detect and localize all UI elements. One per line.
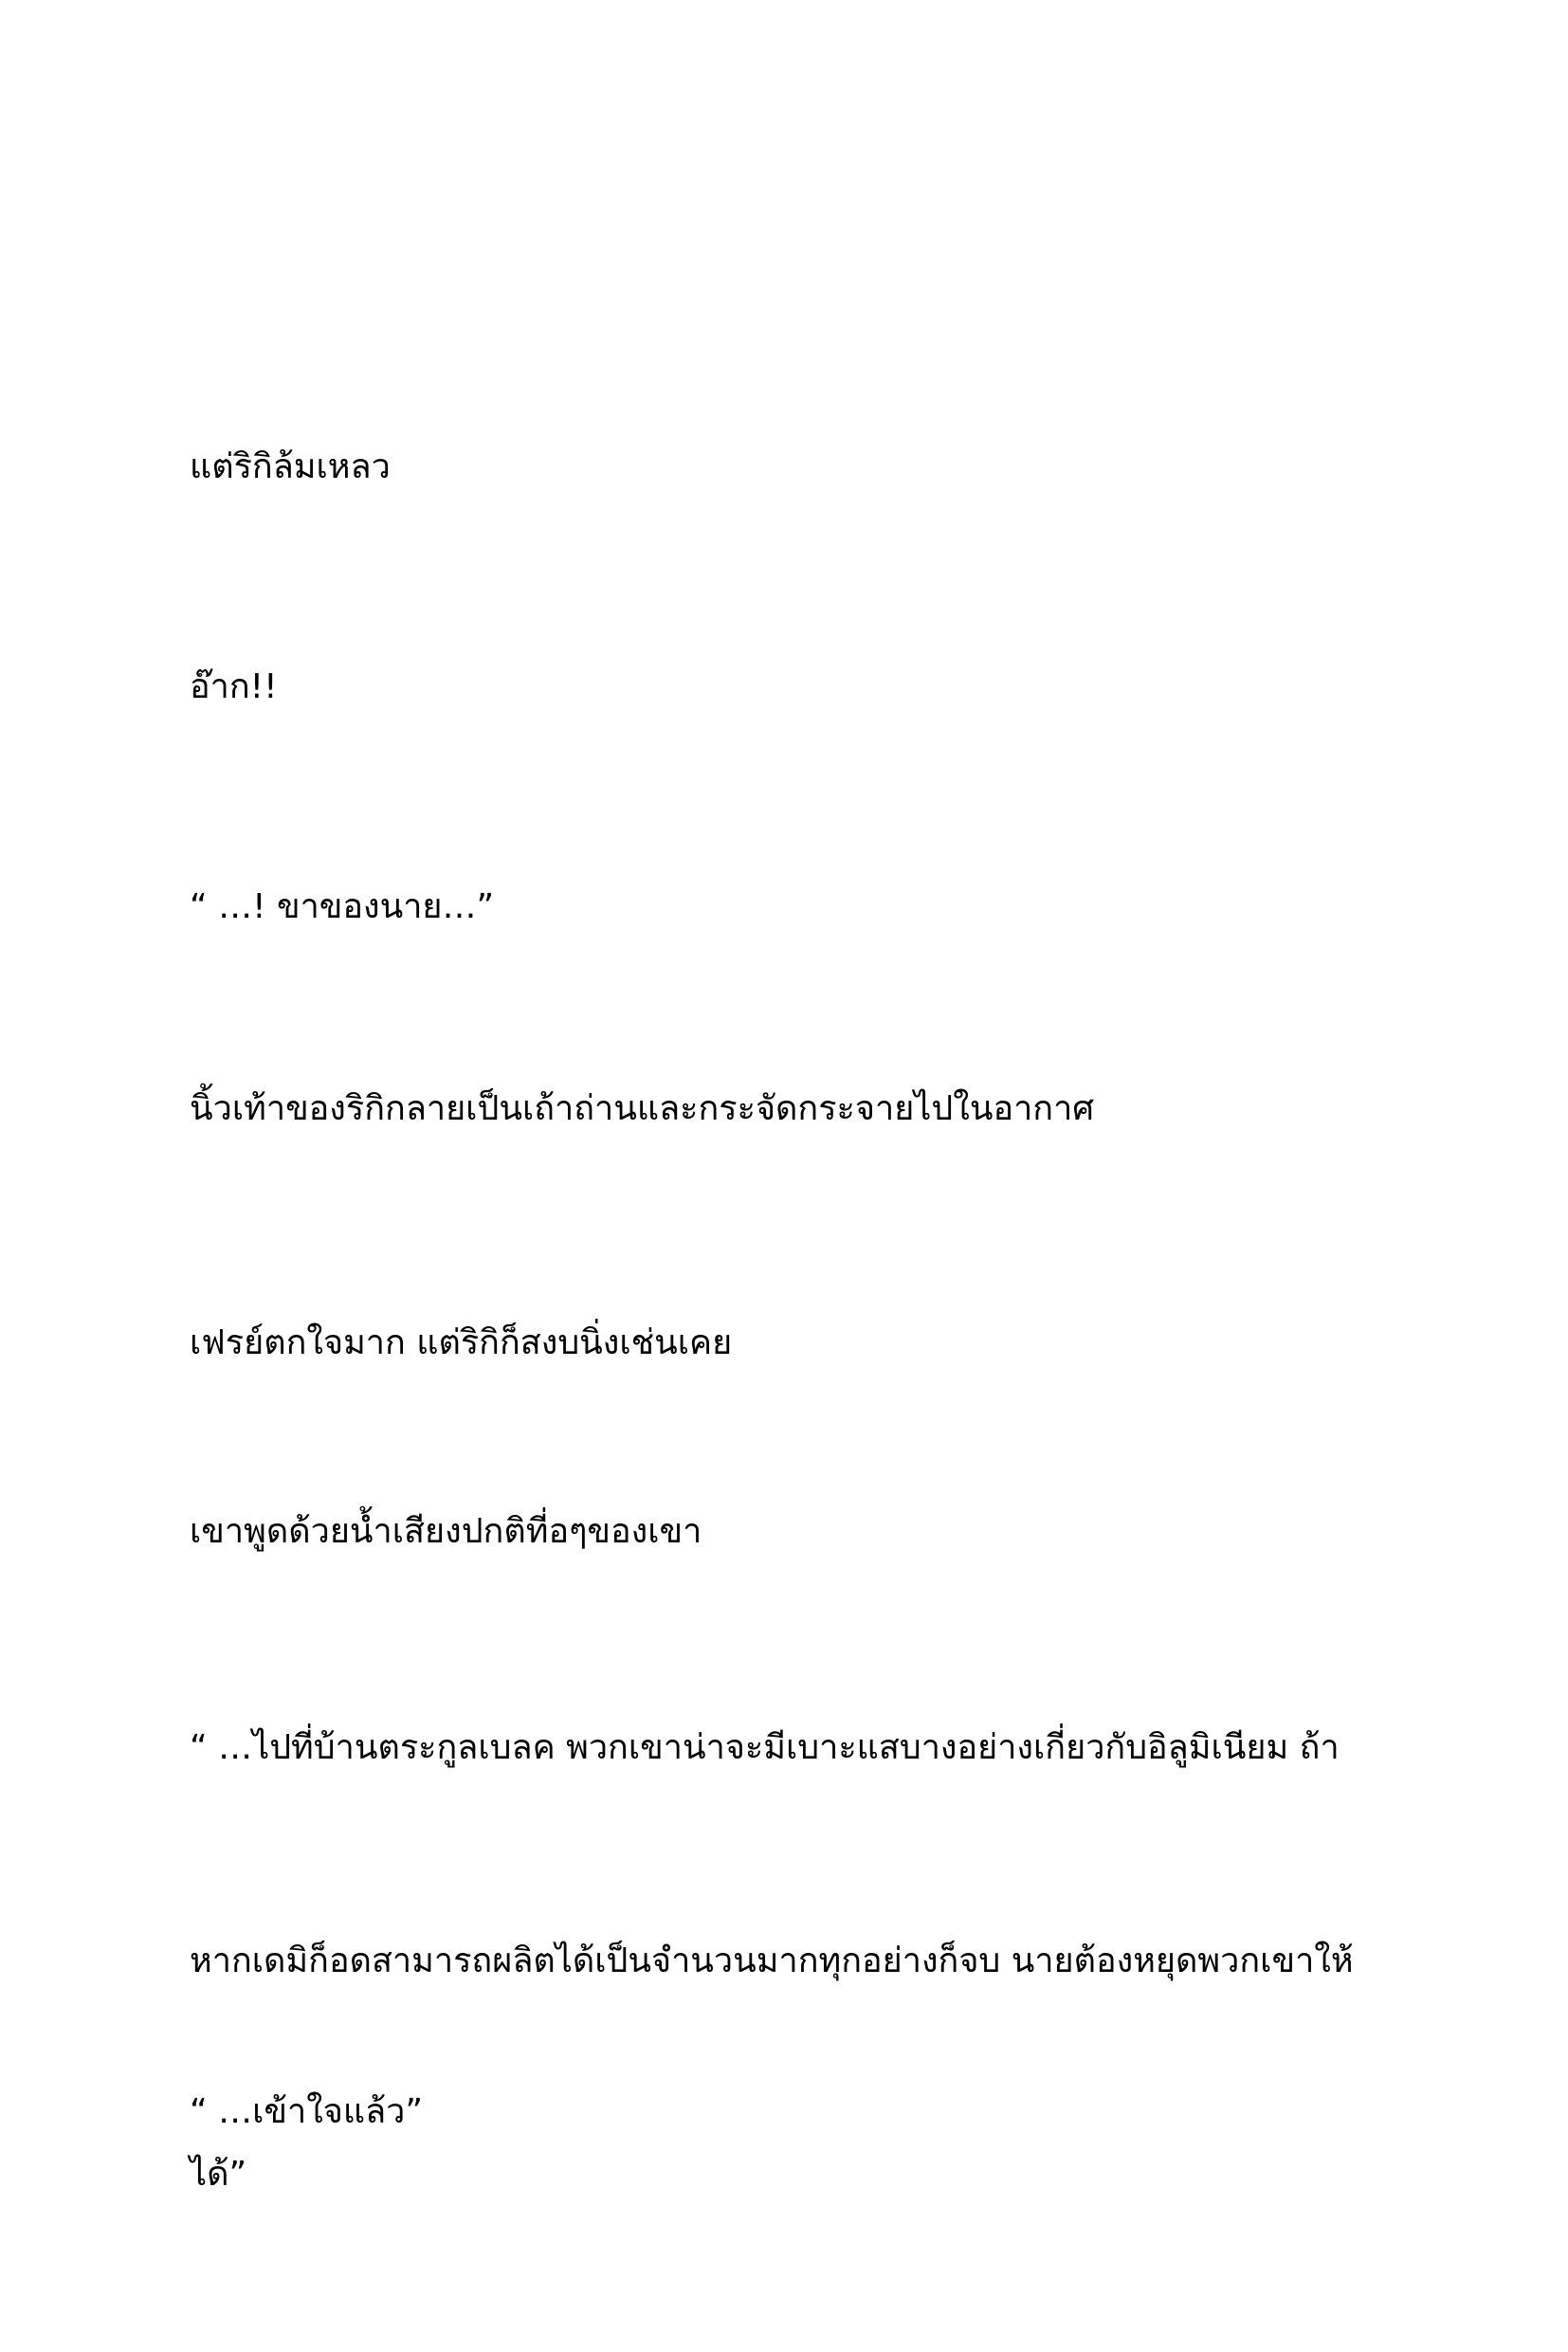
text-line: “ …ไปที่บ้านตระกูลเบลค พวกเขาน่าจะมีเบาะแสบางอย่างเกี่ยวกับอิลูมิเนียม ถ้า [190, 1728, 1340, 1767]
text-line: “ …! ขาของนาย…” [190, 887, 495, 926]
text-line: ได้” [190, 2155, 247, 2194]
text-line: เฟรย์ตกใจมาก แต่ริกิก็สงบนิ่งเช่นเคย [190, 1323, 733, 1362]
text-line: อ๊าก!! [190, 667, 278, 706]
text-line: แต่ริกิล้มเหลว [190, 447, 391, 486]
text-line: หากเดมิก็อดสามารถผลิตได้เป็นจำนวนมากทุกอย่างก็จบ นายต้องหยุดพวกเขาให้ [190, 1942, 1354, 1980]
text-line: เขาพูดด้วยน้ำเสียงปกติที่อๆของเขา [190, 1512, 702, 1551]
paragraph-8 [190, 1934, 1356, 2289]
text-line: นิ้วเท้าของริกิกลายเป็นเถ้าถ่านและกระจัดกระจายไปในอากาศ [190, 1089, 1095, 1128]
text-line: “ …เข้าใจแล้ว” [190, 2092, 424, 2131]
